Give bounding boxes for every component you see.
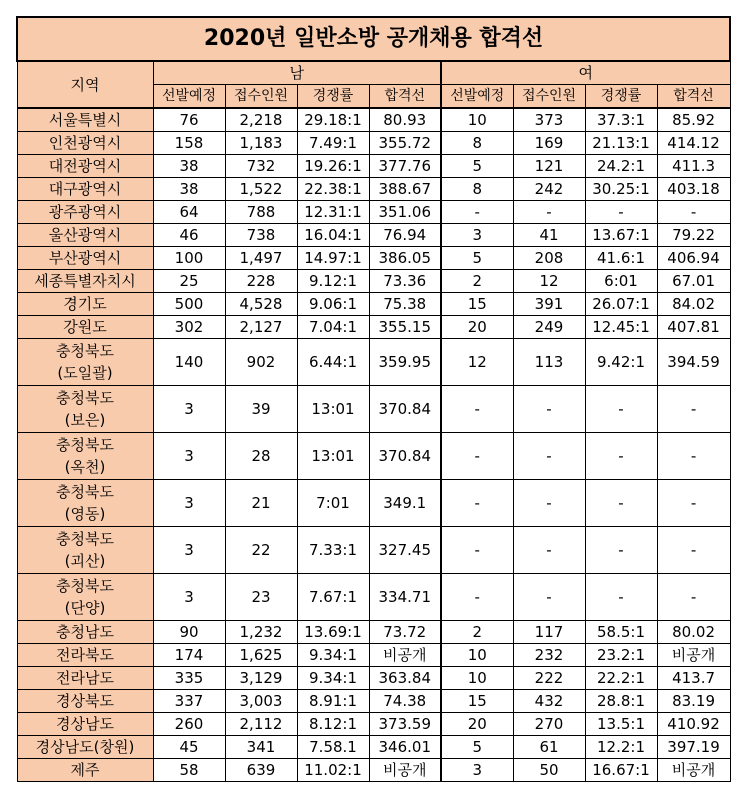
- region-name: 대구광역시: [48, 180, 122, 198]
- female-planned-cell: -: [441, 574, 513, 621]
- male-ratio-cell: 13:01: [297, 386, 369, 433]
- table-row: [17, 667, 730, 690]
- region-name: 세종특별자치시: [34, 272, 136, 290]
- table-row: [17, 132, 730, 155]
- female-planned-cell: 15: [441, 690, 513, 713]
- region-name: 전라남도: [56, 669, 114, 687]
- male-planned-cell: 3: [153, 480, 225, 527]
- table-body: [17, 108, 730, 782]
- male-applicants-cell: 21: [225, 480, 297, 527]
- female-ratio-cell: -: [585, 386, 657, 433]
- region-subname: (도일괄): [57, 364, 113, 382]
- male-ratio-cell: 22.38:1: [297, 178, 369, 201]
- male-planned-cell: 158: [153, 132, 225, 155]
- male-applicants-cell: 341: [225, 736, 297, 759]
- female-applicants-cell: 242: [513, 178, 585, 201]
- male-ratio-cell: 13:01: [297, 433, 369, 480]
- male-ratio-cell: 13.69:1: [297, 621, 369, 644]
- female-planned-cell: 12: [441, 339, 513, 386]
- male-applicants-cell: 2,112: [225, 713, 297, 736]
- male-cutoff-cell: 74.38: [369, 690, 441, 713]
- male-planned-cell: 140: [153, 339, 225, 386]
- male-cutoff-cell: 비공개: [369, 759, 441, 782]
- male-planned-cell: 260: [153, 713, 225, 736]
- female-planned-cell: 5: [441, 247, 513, 270]
- female-ratio-cell: 37.3:1: [585, 108, 657, 132]
- female-ratio-cell: 22.2:1: [585, 667, 657, 690]
- male-ratio-cell: 19.26:1: [297, 155, 369, 178]
- male-col-cutoff: 합격선: [369, 85, 441, 109]
- region-cell: [17, 759, 153, 782]
- female-cutoff-cell: -: [657, 527, 730, 574]
- region-cell: [17, 690, 153, 713]
- male-cutoff-cell: 388.67: [369, 178, 441, 201]
- female-ratio-cell: 24.2:1: [585, 155, 657, 178]
- female-cutoff-cell: 407.81: [657, 316, 730, 339]
- female-ratio-cell: 58.5:1: [585, 621, 657, 644]
- female-applicants-cell: -: [513, 386, 585, 433]
- table-row: [17, 433, 730, 480]
- female-ratio-cell: 30.25:1: [585, 178, 657, 201]
- female-applicants-cell: 117: [513, 621, 585, 644]
- male-cutoff-cell: 355.72: [369, 132, 441, 155]
- region-name: 광주광역시: [48, 203, 122, 221]
- table-row: [17, 480, 730, 527]
- male-cutoff-cell: 346.01: [369, 736, 441, 759]
- region-name: 전라북도: [56, 646, 114, 664]
- region-cell: [17, 224, 153, 247]
- female-applicants-cell: 232: [513, 644, 585, 667]
- region-name: 인천광역시: [48, 134, 122, 152]
- female-planned-cell: 10: [441, 667, 513, 690]
- female-ratio-cell: 21.13:1: [585, 132, 657, 155]
- female-planned-cell: 15: [441, 293, 513, 316]
- male-col-planned: 선발예정: [153, 85, 225, 109]
- region-cell: [17, 339, 153, 386]
- region-name: 경상북도: [56, 692, 114, 710]
- region-cell: [17, 270, 153, 293]
- female-cutoff-cell: 413.7: [657, 667, 730, 690]
- female-cutoff-cell: -: [657, 433, 730, 480]
- male-ratio-cell: 6.44:1: [297, 339, 369, 386]
- male-ratio-cell: 16.04:1: [297, 224, 369, 247]
- female-ratio-cell: -: [585, 480, 657, 527]
- female-cutoff-cell: 비공개: [657, 759, 730, 782]
- female-col-applicants: 접수인원: [513, 85, 585, 109]
- region-name: 대전광역시: [48, 157, 122, 175]
- male-ratio-cell: 7.58.1: [297, 736, 369, 759]
- female-cutoff-cell: 394.59: [657, 339, 730, 386]
- male-planned-cell: 3: [153, 574, 225, 621]
- region-subname: (보은): [64, 411, 106, 429]
- female-col-cutoff: 합격선: [657, 85, 730, 109]
- table-row: [17, 108, 730, 132]
- male-cutoff-cell: 73.36: [369, 270, 441, 293]
- region-cell: [17, 108, 153, 132]
- cutoff-table: [16, 16, 731, 782]
- female-cutoff-cell: -: [657, 574, 730, 621]
- male-applicants-cell: 1,232: [225, 621, 297, 644]
- male-applicants-cell: 2,127: [225, 316, 297, 339]
- male-ratio-cell: 9.12:1: [297, 270, 369, 293]
- male-applicants-cell: 28: [225, 433, 297, 480]
- female-cutoff-cell: 80.02: [657, 621, 730, 644]
- female-header: 여: [441, 61, 730, 85]
- region-name: 서울특별시: [48, 111, 122, 129]
- female-planned-cell: -: [441, 201, 513, 224]
- male-ratio-cell: 8.91:1: [297, 690, 369, 713]
- female-applicants-cell: 391: [513, 293, 585, 316]
- male-ratio-cell: 9.34:1: [297, 644, 369, 667]
- male-applicants-cell: 4,528: [225, 293, 297, 316]
- male-cutoff-cell: 75.38: [369, 293, 441, 316]
- male-cutoff-cell: 76.94: [369, 224, 441, 247]
- region-name: 충청북도: [56, 530, 114, 548]
- region-name: 충청북도: [56, 436, 114, 454]
- male-planned-cell: 302: [153, 316, 225, 339]
- female-planned-cell: 20: [441, 316, 513, 339]
- region-header: 지역: [17, 61, 153, 108]
- male-applicants-cell: 3,003: [225, 690, 297, 713]
- table-row: [17, 386, 730, 433]
- male-planned-cell: 25: [153, 270, 225, 293]
- male-ratio-cell: 12.31:1: [297, 201, 369, 224]
- table-title: 2020년 일반소방 공개채용 합격선: [17, 17, 730, 61]
- female-applicants-cell: 249: [513, 316, 585, 339]
- female-cutoff-cell: 410.92: [657, 713, 730, 736]
- female-applicants-cell: 12: [513, 270, 585, 293]
- region-cell: [17, 667, 153, 690]
- female-applicants-cell: -: [513, 433, 585, 480]
- male-planned-cell: 90: [153, 621, 225, 644]
- male-planned-cell: 58: [153, 759, 225, 782]
- female-planned-cell: 10: [441, 644, 513, 667]
- male-cutoff-cell: 370.84: [369, 386, 441, 433]
- male-ratio-cell: 7.04:1: [297, 316, 369, 339]
- male-ratio-cell: 7.49:1: [297, 132, 369, 155]
- region-subname: (괴산): [64, 552, 106, 570]
- female-applicants-cell: 121: [513, 155, 585, 178]
- male-cutoff-cell: 334.71: [369, 574, 441, 621]
- male-applicants-cell: 3,129: [225, 667, 297, 690]
- male-planned-cell: 100: [153, 247, 225, 270]
- female-ratio-cell: 12.2:1: [585, 736, 657, 759]
- region-subname: (옥천): [64, 458, 106, 476]
- female-applicants-cell: 113: [513, 339, 585, 386]
- female-planned-cell: 20: [441, 713, 513, 736]
- male-cutoff-cell: 363.84: [369, 667, 441, 690]
- table-row: [17, 759, 730, 782]
- female-cutoff-cell: 406.94: [657, 247, 730, 270]
- female-col-ratio: 경쟁률: [585, 85, 657, 109]
- male-ratio-cell: 7.67:1: [297, 574, 369, 621]
- female-cutoff-cell: 84.02: [657, 293, 730, 316]
- region-cell: [17, 736, 153, 759]
- male-applicants-cell: 1,522: [225, 178, 297, 201]
- female-ratio-cell: 13.67:1: [585, 224, 657, 247]
- female-cutoff-cell: -: [657, 201, 730, 224]
- male-cutoff-cell: 359.95: [369, 339, 441, 386]
- female-planned-cell: -: [441, 527, 513, 574]
- table-row: [17, 621, 730, 644]
- female-cutoff-cell: 397.19: [657, 736, 730, 759]
- female-ratio-cell: 12.45:1: [585, 316, 657, 339]
- female-cutoff-cell: 79.22: [657, 224, 730, 247]
- male-applicants-cell: 902: [225, 339, 297, 386]
- male-ratio-cell: 29.18:1: [297, 108, 369, 132]
- male-cutoff-cell: 386.05: [369, 247, 441, 270]
- male-planned-cell: 3: [153, 433, 225, 480]
- female-ratio-cell: 9.42:1: [585, 339, 657, 386]
- male-applicants-cell: 2,218: [225, 108, 297, 132]
- female-applicants-cell: 61: [513, 736, 585, 759]
- male-ratio-cell: 14.97:1: [297, 247, 369, 270]
- male-ratio-cell: 7:01: [297, 480, 369, 527]
- female-applicants-cell: 169: [513, 132, 585, 155]
- region-cell: [17, 178, 153, 201]
- male-cutoff-cell: 80.93: [369, 108, 441, 132]
- male-cutoff-cell: 비공개: [369, 644, 441, 667]
- male-applicants-cell: 1,497: [225, 247, 297, 270]
- region-cell: [17, 155, 153, 178]
- male-applicants-cell: 1,625: [225, 644, 297, 667]
- female-ratio-cell: -: [585, 574, 657, 621]
- region-cell: [17, 247, 153, 270]
- male-planned-cell: 3: [153, 386, 225, 433]
- male-col-ratio: 경쟁률: [297, 85, 369, 109]
- male-planned-cell: 46: [153, 224, 225, 247]
- table-row: [17, 316, 730, 339]
- region-name: 경상남도: [56, 715, 114, 733]
- female-cutoff-cell: 67.01: [657, 270, 730, 293]
- region-cell: [17, 480, 153, 527]
- table-row: [17, 690, 730, 713]
- female-planned-cell: -: [441, 480, 513, 527]
- male-applicants-cell: 1,183: [225, 132, 297, 155]
- region-cell: [17, 316, 153, 339]
- male-header: 남: [153, 61, 441, 85]
- male-applicants-cell: 732: [225, 155, 297, 178]
- region-name: 부산광역시: [48, 249, 122, 267]
- male-planned-cell: 45: [153, 736, 225, 759]
- region-name: 충청북도: [56, 389, 114, 407]
- female-planned-cell: -: [441, 386, 513, 433]
- table-row: [17, 574, 730, 621]
- female-applicants-cell: 50: [513, 759, 585, 782]
- region-cell: [17, 433, 153, 480]
- male-applicants-cell: 738: [225, 224, 297, 247]
- region-name: 경기도: [63, 295, 107, 313]
- male-planned-cell: 3: [153, 527, 225, 574]
- region-name: 충청남도: [56, 623, 114, 641]
- male-planned-cell: 337: [153, 690, 225, 713]
- male-planned-cell: 500: [153, 293, 225, 316]
- female-ratio-cell: -: [585, 201, 657, 224]
- female-applicants-cell: 222: [513, 667, 585, 690]
- table-row: [17, 713, 730, 736]
- female-ratio-cell: 13.5:1: [585, 713, 657, 736]
- female-cutoff-cell: -: [657, 386, 730, 433]
- region-cell: [17, 293, 153, 316]
- female-planned-cell: 2: [441, 621, 513, 644]
- region-cell: [17, 713, 153, 736]
- female-applicants-cell: 41: [513, 224, 585, 247]
- female-ratio-cell: 28.8:1: [585, 690, 657, 713]
- female-ratio-cell: 6:01: [585, 270, 657, 293]
- region-name: 충청북도: [56, 577, 114, 595]
- female-cutoff-cell: 85.92: [657, 108, 730, 132]
- male-ratio-cell: 9.34:1: [297, 667, 369, 690]
- male-planned-cell: 38: [153, 155, 225, 178]
- table-row: [17, 339, 730, 386]
- male-applicants-cell: 228: [225, 270, 297, 293]
- female-applicants-cell: -: [513, 574, 585, 621]
- region-name: 제주: [70, 761, 100, 779]
- male-applicants-cell: 23: [225, 574, 297, 621]
- female-planned-cell: 3: [441, 224, 513, 247]
- male-applicants-cell: 788: [225, 201, 297, 224]
- table-row: [17, 201, 730, 224]
- male-applicants-cell: 22: [225, 527, 297, 574]
- female-applicants-cell: 270: [513, 713, 585, 736]
- male-applicants-cell: 639: [225, 759, 297, 782]
- female-planned-cell: 5: [441, 155, 513, 178]
- region-cell: [17, 621, 153, 644]
- female-applicants-cell: -: [513, 480, 585, 527]
- table-row: [17, 247, 730, 270]
- female-planned-cell: -: [441, 433, 513, 480]
- region-cell: [17, 644, 153, 667]
- male-cutoff-cell: 327.45: [369, 527, 441, 574]
- female-applicants-cell: 432: [513, 690, 585, 713]
- table-row: [17, 527, 730, 574]
- female-planned-cell: 8: [441, 178, 513, 201]
- region-name: 강원도: [63, 318, 107, 336]
- female-planned-cell: 2: [441, 270, 513, 293]
- female-planned-cell: 8: [441, 132, 513, 155]
- female-ratio-cell: 41.6:1: [585, 247, 657, 270]
- male-ratio-cell: 9.06:1: [297, 293, 369, 316]
- female-applicants-cell: -: [513, 527, 585, 574]
- region-cell: [17, 132, 153, 155]
- female-planned-cell: 10: [441, 108, 513, 132]
- region-cell: [17, 201, 153, 224]
- female-ratio-cell: -: [585, 527, 657, 574]
- region-name: 충청북도: [56, 483, 114, 501]
- female-cutoff-cell: 414.12: [657, 132, 730, 155]
- male-ratio-cell: 7.33:1: [297, 527, 369, 574]
- region-cell: [17, 574, 153, 621]
- male-cutoff-cell: 349.1: [369, 480, 441, 527]
- female-ratio-cell: 16.67:1: [585, 759, 657, 782]
- male-cutoff-cell: 377.76: [369, 155, 441, 178]
- region-name: 경상남도(창원): [35, 738, 135, 756]
- male-planned-cell: 174: [153, 644, 225, 667]
- region-cell: [17, 527, 153, 574]
- male-ratio-cell: 11.02:1: [297, 759, 369, 782]
- table-row: [17, 155, 730, 178]
- male-applicants-cell: 39: [225, 386, 297, 433]
- female-applicants-cell: 373: [513, 108, 585, 132]
- male-ratio-cell: 8.12:1: [297, 713, 369, 736]
- male-planned-cell: 76: [153, 108, 225, 132]
- male-cutoff-cell: 373.59: [369, 713, 441, 736]
- female-cutoff-cell: 83.19: [657, 690, 730, 713]
- table-row: [17, 178, 730, 201]
- female-planned-cell: 3: [441, 759, 513, 782]
- female-ratio-cell: -: [585, 433, 657, 480]
- female-ratio-cell: 23.2:1: [585, 644, 657, 667]
- male-planned-cell: 38: [153, 178, 225, 201]
- female-ratio-cell: 26.07:1: [585, 293, 657, 316]
- male-planned-cell: 64: [153, 201, 225, 224]
- female-cutoff-cell: -: [657, 480, 730, 527]
- region-cell: [17, 386, 153, 433]
- male-planned-cell: 335: [153, 667, 225, 690]
- table-row: [17, 293, 730, 316]
- table-row: [17, 644, 730, 667]
- female-col-planned: 선발예정: [441, 85, 513, 109]
- female-planned-cell: 5: [441, 736, 513, 759]
- region-subname: (단양): [64, 599, 106, 617]
- table-row: [17, 736, 730, 759]
- table-row: [17, 270, 730, 293]
- table-row: [17, 224, 730, 247]
- male-cutoff-cell: 73.72: [369, 621, 441, 644]
- region-subname: (영동): [64, 505, 106, 523]
- female-cutoff-cell: 411.3: [657, 155, 730, 178]
- female-applicants-cell: 208: [513, 247, 585, 270]
- male-cutoff-cell: 355.15: [369, 316, 441, 339]
- male-col-applicants: 접수인원: [225, 85, 297, 109]
- region-name: 충청북도: [56, 342, 114, 360]
- male-cutoff-cell: 370.84: [369, 433, 441, 480]
- female-applicants-cell: -: [513, 201, 585, 224]
- female-cutoff-cell: 비공개: [657, 644, 730, 667]
- female-cutoff-cell: 403.18: [657, 178, 730, 201]
- male-cutoff-cell: 351.06: [369, 201, 441, 224]
- region-name: 울산광역시: [48, 226, 122, 244]
